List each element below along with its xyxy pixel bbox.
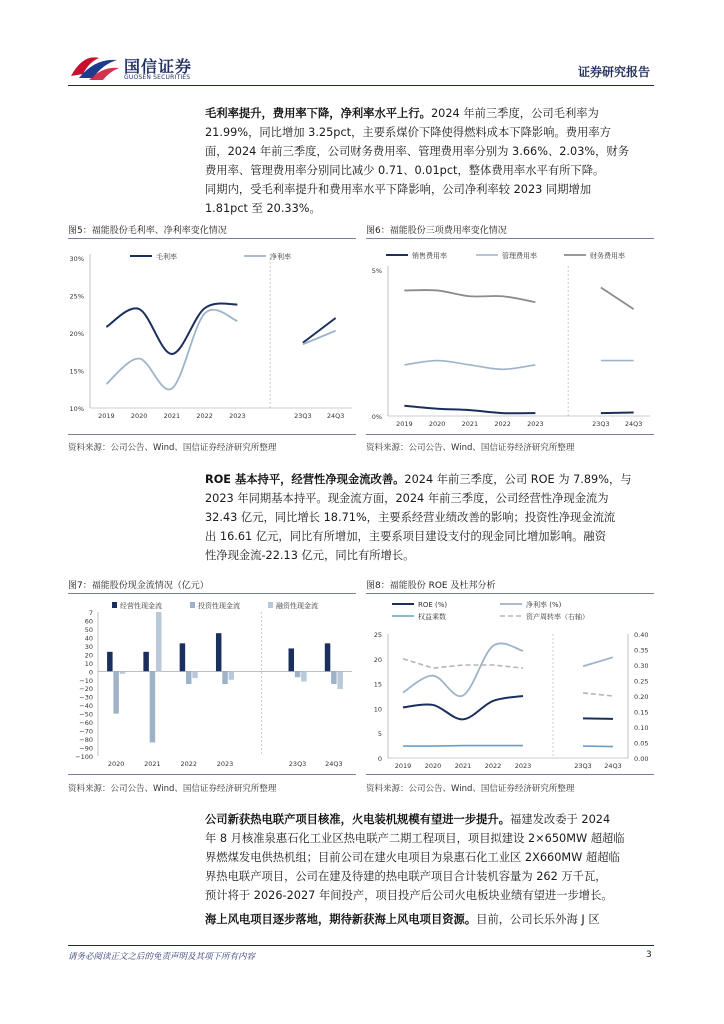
fig5-bottom-rule [68,434,356,435]
legend-label: 权益乘数 [418,613,446,621]
series-line [404,290,535,302]
paragraph-line: 2024 年前三季度，公司 ROE 为 7.89%，与 [404,473,632,486]
series-line [303,331,336,345]
y-tick-label: 20 [373,655,382,664]
y-tick-label: 10 [373,705,382,714]
legend-label: 融资性现金流 [276,602,318,610]
header-rule [68,85,654,86]
y-tick-label: 60 [84,617,93,626]
legend-label: 销售费用率 [412,252,447,260]
x-tick-label: 24Q3 [604,762,622,770]
y-tick-label: −10 [79,676,93,685]
y-tick-label: 10% [69,405,84,413]
x-tick-label: 2022 [484,762,502,770]
y-right-tick-label: 0.15 [634,708,649,717]
fig8-chart [366,596,654,772]
legend-label: 投资性现金流 [198,602,240,610]
y-tick-label: 15% [69,367,84,376]
bar [337,671,343,689]
paragraph-lead: ROE 基本持平，经营性净现金流改善。 [205,473,405,486]
paragraph-lead: 毛利率提升，费用率下降，净利率水平上行。 [205,107,431,120]
footer-rule [68,945,654,946]
series-line [583,657,613,666]
x-tick-label: 2021 [461,420,479,428]
y-right-tick-label: 0.05 [634,739,649,748]
bar [186,671,192,684]
fig7-title: 图7：福能股份现金流情况（亿元） [68,581,209,591]
paragraph-line: 面，2024 年前三季度，公司财务费用率、管理费用率分别为 3.66%、2.03%，财务 [205,145,630,158]
x-tick-label: 2021 [454,762,472,770]
x-tick-label: 2020 [107,760,125,768]
header [0,0,724,90]
y-tick-label: 50 [84,625,93,634]
paragraph-lead: 公司新获热电联产项目核准，火电装机规模有望进一步提升。 [205,813,511,826]
legend-label: 经营性现金流 [120,602,162,610]
series-line [583,718,613,719]
x-tick-label: 2022 [196,412,213,420]
series-line [601,412,634,413]
fig7-top-rule [68,593,356,594]
paragraph-line: 21.99%，同比增加 3.25pct，主要系煤价下降使得燃料成本下降影响。费用率方 [205,126,611,139]
paragraph-line: 出 16.61 亿元，同比有所增加，主要系项目建设支付的现金同比增加影响。融资 [205,530,607,543]
bar [150,671,156,742]
paragraph-line: 福建发改委于 2024 [510,813,611,826]
series-line [403,659,523,668]
y-tick-label: 30% [69,255,84,263]
bar [301,671,307,681]
x-tick-label: 24Q3 [326,412,345,420]
fig5-top-rule [68,238,356,239]
bar [107,652,113,671]
fig7-source: 资料来源：公司公告、Wind、国信证券经济研究所整理 [68,784,277,794]
y-tick-label: 5 [377,730,382,739]
paragraph-line: 32.43 亿元，同比增长 18.71%，主要系经营业绩改善的影响；投资性净现金流流 [205,511,616,524]
paragraph-line: 界热电联产项目，公司在建及待建的热电联产项目合计装机容量为 262 万千瓦， [205,870,607,883]
y-tick-label: 0 [377,755,382,763]
fig8-title: 图8：福能股份 ROE 及杜邦分析 [366,581,496,591]
x-tick-label: 2019 [394,762,412,770]
series-line [601,288,634,310]
guosen-logo-icon [69,52,121,82]
y-tick-label: −60 [79,719,93,728]
legend-label: 净利率 (%) [526,601,562,609]
paragraph-line: 2023 年同期基本持平。现金流方面，2024 年前三季度，公司经营性净现金流为 [205,492,609,505]
series-line [303,318,336,343]
bar [222,671,228,684]
paragraph-line: 费用率、管理费用率分别同比减少 0.71、0.01pct，整体费用率水平有所下降。 [205,164,605,177]
y-tick-label: 0% [371,413,382,421]
x-tick-label: 2023 [527,420,544,428]
bar [180,643,186,671]
bar [120,671,126,674]
y-right-tick-label: 0.25 [634,677,649,686]
series-line [106,310,237,390]
y-tick-label: 30 [84,642,93,651]
legend-label: 管理费用率 [502,252,537,260]
paragraph-line: 年 8 月核准泉惠石化工业区热电联产二期工程项目，项目拟建设 2×650MW 超超临 [205,832,625,845]
y-right-tick-label: 0.40 [634,631,649,639]
bar [331,671,337,684]
paragraph-line: 预计将于 2026-2027 年间投产，项目投产后公司火电板块业绩有望进一步增长。 [205,889,613,902]
x-tick-label: 23Q3 [574,762,592,770]
fig8-top-rule [366,593,654,594]
paragraph-line: 同期内，受毛利率提升和费用率水平下降影响，公司净利率较 2023 同期增加 [205,183,592,196]
bar [325,643,331,671]
fig6-source: 资料来源：公司公告、Wind、国信证券经济研究所整理 [366,443,575,453]
x-tick-label: 2021 [144,760,161,768]
y-tick-label: −50 [79,710,93,719]
y-right-tick-label: 0.00 [634,755,649,763]
paragraph-line: 2024 年前三季度，公司毛利率为 [430,107,599,120]
fig6-top-rule [366,238,654,239]
paragraph-line: 1.81pct 至 20.33%。 [205,202,321,215]
y-tick-label: 40 [84,634,93,643]
paragraph-line: 界燃煤发电供热机组；目前公司在建火电项目为泉惠石化工业区 2X660MW 超超临 [205,851,620,864]
x-tick-label: 2019 [396,420,413,428]
footer-disclaimer: 请务必阅读正文之后的免责声明及其项下所有内容 [68,952,256,962]
logo-en: GUOSEN SECURITIES [124,74,191,81]
report-type: 证券研究报告 [578,65,651,79]
paragraph-lead: 海上风电项目逐步落地，期待新获海上风电项目资源。 [205,913,477,926]
y-tick-label: −90 [79,744,93,753]
y-tick-label: −100 [75,753,93,761]
y-tick-label: −70 [79,727,93,736]
series-line [403,696,523,719]
x-tick-label: 2023 [229,412,246,420]
y-tick-label: 5% [371,267,382,275]
x-tick-label: 2022 [494,420,511,428]
fig6-chart [366,242,654,432]
bar [113,671,119,713]
bar [289,648,295,671]
x-tick-label: 2023 [514,762,532,770]
bar [156,612,162,671]
x-tick-label: 2020 [428,420,446,428]
x-tick-label: 23Q3 [592,420,610,428]
bar [143,652,149,671]
bar [295,671,301,677]
legend-swatch [112,602,117,608]
legend-label: 资产周转率（右轴） [526,613,589,621]
fig6-title: 图6：福能股份三项费用率变化情况 [366,226,507,236]
y-tick-label: 25% [69,292,84,301]
x-tick-label: 2023 [216,760,234,768]
series-line [404,406,535,414]
y-tick-label: 15 [373,680,382,689]
x-tick-label: 24Q3 [624,420,643,428]
legend-swatch [268,602,273,608]
fig5-title: 图5：福能股份毛利率、净利率变化情况 [68,226,227,236]
legend-label: ROE (%) [418,601,448,609]
y-tick-label: 20 [84,651,93,660]
series-line [403,643,523,696]
page-number: 3 [646,950,652,960]
y-tick-label: −80 [79,736,93,745]
legend-label: 财务费用率 [590,252,625,260]
paragraph-line: 目前，公司长乐外海 J 区 [476,913,600,926]
logo-cn: 国信证券 [124,57,193,76]
paragraph-roe [205,470,655,565]
fig6-bottom-rule [366,434,654,435]
y-tick-label: −20 [79,685,93,694]
bar [192,671,198,678]
x-tick-label: 23Q3 [288,760,307,768]
y-right-tick-label: 0.35 [634,646,649,655]
fig5-chart [68,242,356,432]
fig8-source: 资料来源：公司公告、Wind、国信证券经济研究所整理 [366,784,575,794]
y-right-tick-label: 0.10 [634,724,649,732]
x-tick-label: 2021 [163,412,181,420]
x-tick-label: 2020 [424,762,442,770]
series-line [404,361,535,370]
fig5-source: 资料来源：公司公告、Wind、国信证券经济研究所整理 [68,443,277,453]
y-tick-label: 0 [88,668,93,677]
paragraph-thermal [205,810,655,905]
series-line [583,693,613,696]
y-tick-label: 10 [84,659,93,668]
x-tick-label: 23Q3 [294,412,312,420]
legend-swatch [190,602,195,608]
y-tick-label: −40 [79,702,93,711]
paragraph-line: 性净现金流-22.13 亿元，同比有所增长。 [205,549,415,562]
legend-label: 毛利率 [156,253,177,261]
paragraph-wind [205,910,655,929]
fig7-bottom-rule [68,774,356,775]
paragraph-margins [205,104,655,218]
legend-label: 净利率 [270,253,291,261]
x-tick-label: 2019 [98,412,115,420]
y-right-tick-label: 0.20 [634,693,649,701]
y-tick-label: 25 [373,631,382,639]
fig7-chart [68,596,356,772]
bar [216,633,222,671]
x-tick-label: 2020 [130,412,148,420]
x-tick-label: 2022 [180,760,197,768]
y-tick-label: 20% [69,330,84,338]
y-right-tick-label: 0.30 [634,662,649,670]
bar [229,671,235,679]
y-tick-label: 7 [88,609,93,617]
fig8-bottom-rule [366,774,654,775]
x-tick-label: 24Q3 [325,760,343,768]
y-tick-label: −30 [79,693,93,702]
